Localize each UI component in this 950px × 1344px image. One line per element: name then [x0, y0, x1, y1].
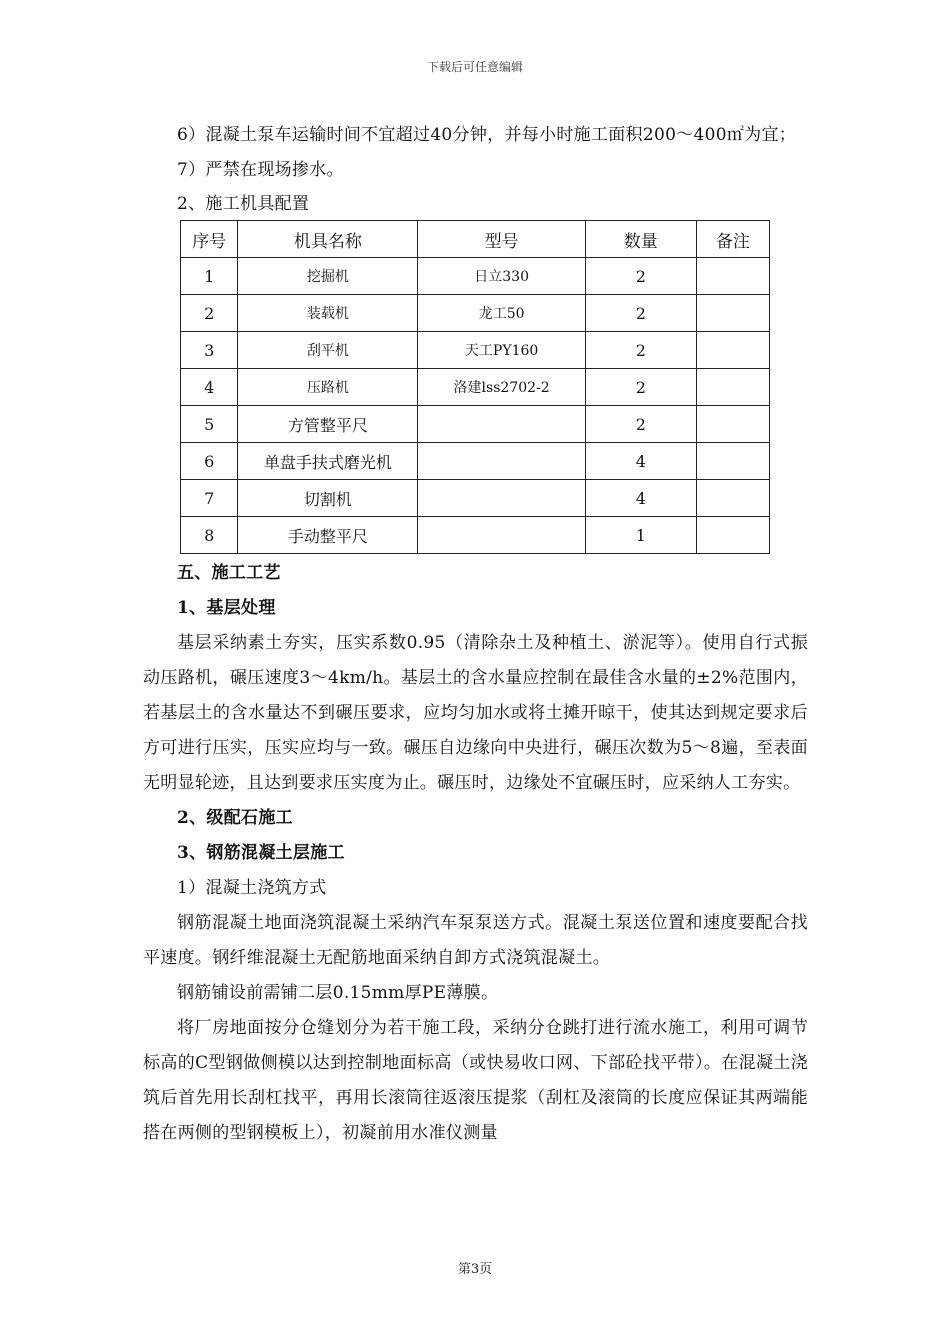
subsection-3-paragraph-1: 钢筋混凝土地面浇筑混凝土采纳汽车泵泵送方式。混凝土泵送位置和速度要配合找平速度。钢纤维混凝土无配筋地面采纳自卸方式浇筑混凝土。 — [143, 913, 808, 968]
cell-name: 挖掘机 — [238, 258, 418, 295]
paragraph-item-6: 6）混凝土泵车运输时间不宜超过40分钟，并每小时施工面积200～400㎡为宜； — [177, 125, 797, 145]
cell-qty: 2 — [585, 295, 696, 332]
cell-name: 手动整平尺 — [238, 517, 418, 554]
cell-qty: 1 — [585, 517, 696, 554]
cell-qty: 2 — [585, 258, 696, 295]
subsection-1-title: 1、基层处理 — [177, 598, 276, 618]
cell-model — [418, 480, 586, 517]
cell-qty: 2 — [585, 332, 696, 369]
cell-no: 8 — [181, 517, 238, 554]
table-row — [181, 295, 770, 332]
cell-no: 5 — [181, 406, 238, 443]
cell-model: 洛建lss2702-2 — [418, 369, 586, 406]
cell-name: 装载机 — [238, 295, 418, 332]
subsection-3-title: 3、钢筋混凝土层施工 — [177, 843, 345, 863]
page-footer: 第3页 — [457, 1262, 493, 1277]
cell-name: 方管整平尺 — [238, 406, 418, 443]
cell-no: 1 — [181, 258, 238, 295]
col-header-no: 序号 — [181, 221, 238, 258]
table-row — [181, 258, 770, 295]
cell-qty: 4 — [585, 480, 696, 517]
cell-name: 切割机 — [238, 480, 418, 517]
cell-qty: 2 — [585, 369, 696, 406]
paragraph-item-7: 7）严禁在现场掺水。 — [177, 160, 344, 180]
cell-note — [696, 480, 769, 517]
cell-note — [696, 332, 769, 369]
paragraph-equipment-heading: 2、施工机具配置 — [177, 194, 310, 214]
cell-model: 天工PY160 — [418, 332, 586, 369]
cell-name: 压路机 — [238, 369, 418, 406]
subsection-1-body: 基层采纳素土夯实，压实系数0.95（清除杂土及种植土、淤泥等）。使用自行式振动压路机，碾压速度3～4km/h。基层土的含水量应控制在最佳含水量的±2%范围内，若基层土的含水量达不到碾压要求，应均匀加水或将土摊开晾干，使其达到规定要求后方可进行压实，压实应均与一致。碾压自边缘向中央进行，碾压次数为5～8遍，至表面无明显轮迹，且达到要求压实度为止。碾压时，边缘处不宜碾压时，应采纳人工夯实。 — [143, 633, 808, 793]
cell-no: 4 — [181, 369, 238, 406]
cell-note — [696, 517, 769, 554]
subsection-3-item-1: 1）混凝土浇筑方式 — [177, 878, 327, 898]
cell-name: 单盘手扶式磨光机 — [238, 443, 418, 480]
table-row — [181, 332, 770, 369]
cell-model — [418, 406, 586, 443]
cell-note — [696, 443, 769, 480]
col-header-note: 备注 — [696, 221, 769, 258]
table-row — [181, 443, 770, 480]
cell-note — [696, 258, 769, 295]
cell-name: 刮平机 — [238, 332, 418, 369]
cell-no: 6 — [181, 443, 238, 480]
section-5-title: 五、施工工艺 — [177, 563, 281, 583]
subsection-3-paragraph-3: 将厂房地面按分仓缝划分为若干施工段，采纳分仓跳打进行流水施工，利用可调节标高的C型钢做侧模以达到控制地面标高（或快易收口网、下部砼找平带）。在混凝土浇筑后首先用长刮杠找平，再用长滚筒往返滚压提浆（刮杠及滚筒的长度应保证其两端能搭在两侧的型钢模板上），初凝前用水准仪测量 — [143, 1018, 808, 1143]
cell-model: 日立330 — [418, 258, 586, 295]
cell-note — [696, 406, 769, 443]
cell-no: 7 — [181, 480, 238, 517]
page-header: 下载后可任意编辑 — [426, 60, 523, 74]
table-row — [181, 517, 770, 554]
cell-no: 3 — [181, 332, 238, 369]
subsection-3-paragraph-2: 钢筋铺设前需铺二层0.15mm厚PE薄膜。 — [177, 983, 499, 1003]
cell-qty: 2 — [585, 406, 696, 443]
equipment-table — [180, 220, 770, 554]
cell-model: 龙工50 — [418, 295, 586, 332]
subsection-2-title: 2、级配石施工 — [177, 808, 293, 828]
col-header-model: 型号 — [418, 221, 586, 258]
table-row — [181, 480, 770, 517]
table-row — [181, 369, 770, 406]
cell-model — [418, 443, 586, 480]
cell-model — [418, 517, 586, 554]
table-row — [181, 406, 770, 443]
table-header-row — [181, 221, 770, 258]
cell-no: 2 — [181, 295, 238, 332]
cell-note — [696, 369, 769, 406]
col-header-name: 机具名称 — [238, 221, 418, 258]
col-header-qty: 数量 — [585, 221, 696, 258]
page-content — [143, 118, 808, 1151]
cell-qty: 4 — [585, 443, 696, 480]
cell-note — [696, 295, 769, 332]
